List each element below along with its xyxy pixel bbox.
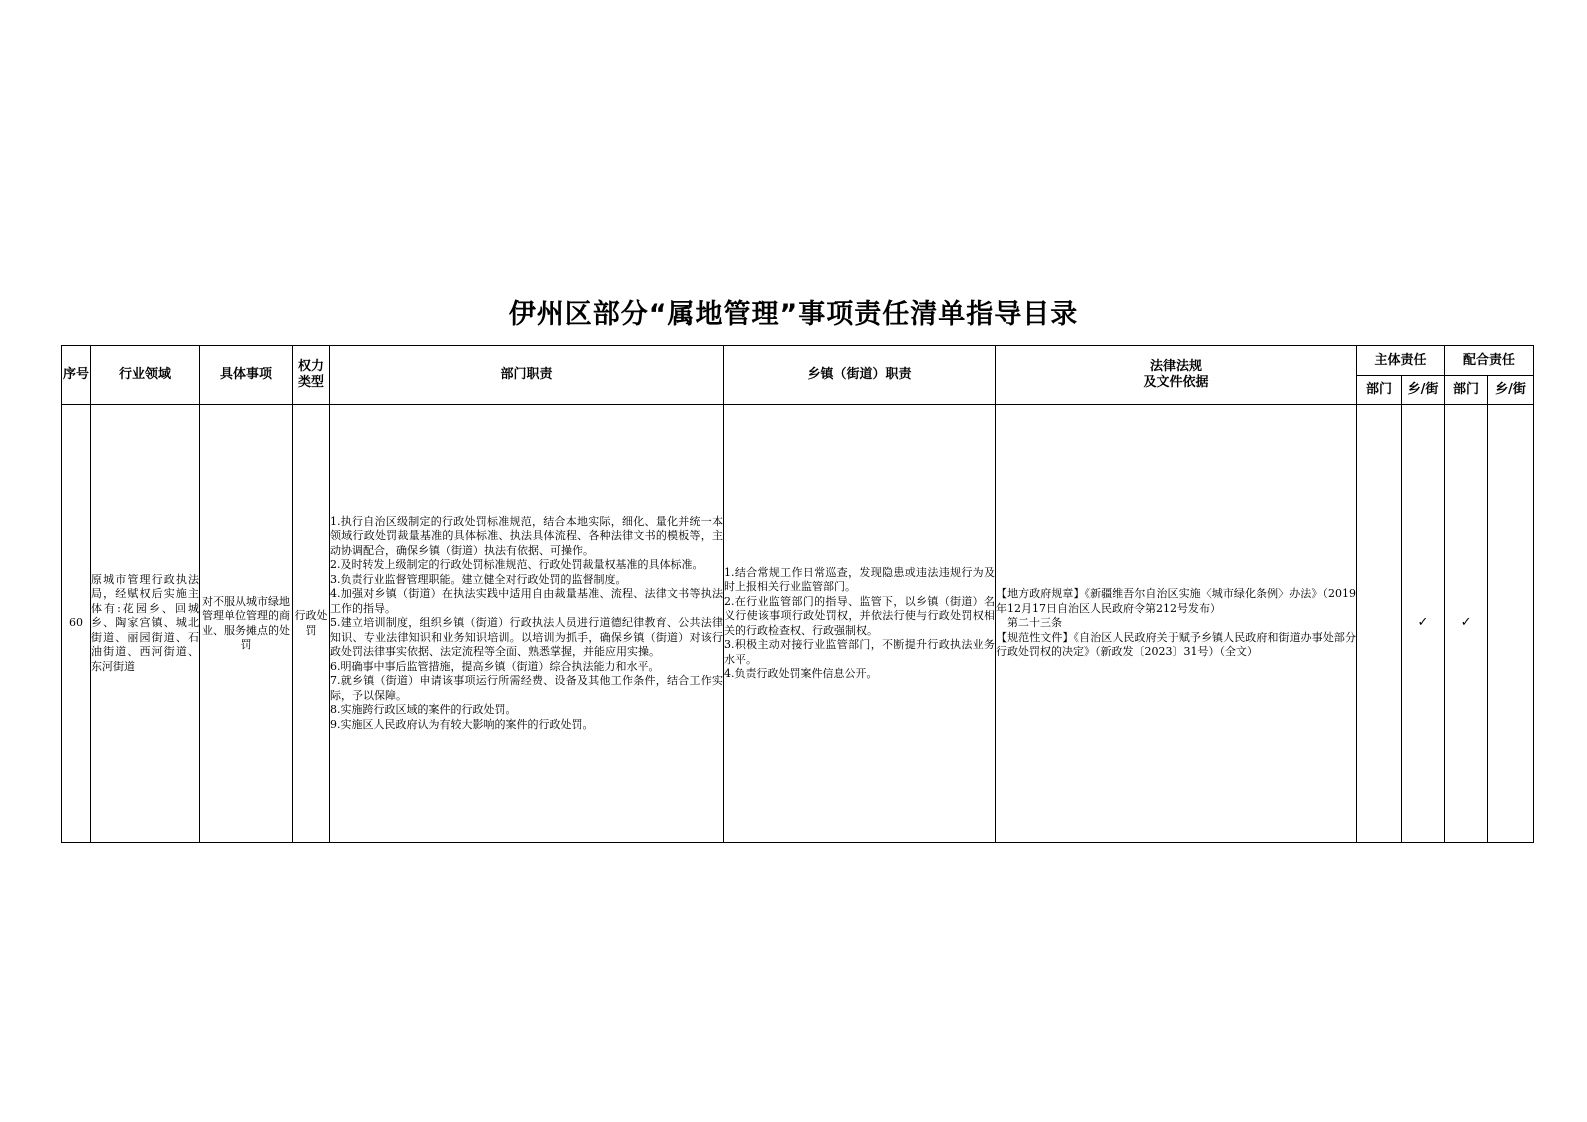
header-main-dept: 部门	[1357, 376, 1402, 405]
law-basis-item: 第二十三条	[996, 616, 1062, 630]
dept-duty-item: 1.执行自治区级制定的行政处罚标准规范，结合本地实际，细化、量化并统一本领域行政处罚裁量基准的具体标准、执法具体流程、各种法律文书的模板等，主动协调配合，确保乡镇（街道）执法有依据、可操作。	[330, 514, 723, 557]
header-coop-resp: 配合责任	[1445, 346, 1534, 376]
dept-duty-item: 5.建立培训制度，组织乡镇（街道）行政执法人员进行道德纪律教育、公共法律知识、专业法律知识和业务知识培训。以培训为抓手，确保乡镇（街道）对该行政处罚法律事实依据、法定流程等全面、熟悉掌握，并能应用实操。	[330, 616, 723, 659]
dept-duty-item: 8.实施跨行政区域的案件的行政处罚。	[330, 703, 517, 717]
cell-law-basis	[996, 405, 1357, 843]
dept-duty-item: 7.就乡镇（街道）申请该事项运行所需经费、设备及其他工作条件，结合工作实际，予以保障。	[330, 674, 723, 702]
cell-field: 原城市管理行政执法局，经赋权后实施主体有:花园乡、回城乡、陶家宫镇、城北街道、丽园街道、石油街道、西河街道、东河街道	[91, 405, 200, 843]
dept-duty-item: 2.及时转发上级制定的行政处罚标准规范、行政处罚裁量权基准的具体标准。	[330, 558, 704, 572]
header-law-basis	[996, 346, 1357, 405]
check-icon-main-town: ✓	[1402, 405, 1445, 843]
header-power-type: 权力类型	[293, 346, 330, 405]
page-title: 伊州区部分“属地管理”事项责任清单指导目录	[508, 299, 1079, 330]
check-icon-coop-dept: ✓	[1445, 405, 1488, 843]
header-main-town: 乡/街	[1402, 376, 1445, 405]
dept-duty-item: 3.负责行业监督管理职能。建立健全对行政处罚的监督制度。	[330, 572, 627, 586]
town-duty-item: 1.结合常规工作日常巡查，发现隐患或违法违规行为及时上报相关行业监管部门。	[724, 565, 995, 593]
cell-dept-duty	[330, 405, 724, 843]
cell-seq: 60	[62, 405, 91, 843]
header-law-line2: 及文件依据	[1143, 375, 1209, 390]
header-row-1	[62, 346, 1534, 376]
header-item: 具体事项	[200, 346, 293, 405]
law-basis-item: 【规范性文件】《自治区人民政府关于赋予乡镇人民政府和街道办事处部分行政处罚权的决定》（新政发〔2023〕31号）（全文）	[996, 630, 1356, 659]
header-seq: 序号	[62, 346, 91, 405]
law-basis-item: 【地方政府规章】《新疆维吾尔自治区实施〈城市绿化条例〉办法》（2019年12月17日自治区人民政府令第212号发布）	[996, 587, 1356, 615]
header-town-duty: 乡镇（街道）职责	[724, 346, 996, 405]
town-duty-item: 4.负责行政处罚案件信息公开。	[724, 667, 878, 680]
dept-duty-item: 6.明确事中事后监管措施，提高乡镇（街道）综合执法能力和水平。	[330, 659, 660, 673]
town-duty-item: 2.在行业监管部门的指导、监管下，以乡镇（街道）名义行使该事项行政处罚权，并依法行使与行政处罚权相关的行政检查权、行政强制权。	[724, 594, 995, 637]
responsibility-table	[61, 345, 1534, 843]
header-main-resp: 主体责任	[1357, 346, 1445, 376]
header-field: 行业领域	[91, 346, 200, 405]
cell-town-duty	[724, 405, 996, 843]
cell-coop-town	[1488, 405, 1534, 843]
town-duty-item: 3.积极主动对接行业监管部门，不断提升行政执法业务水平。	[724, 638, 995, 666]
cell-item: 对不服从城市绿地管理单位管理的商业、服务摊点的处罚	[200, 405, 293, 843]
cell-main-dept	[1357, 405, 1402, 843]
header-dept-duty: 部门职责	[330, 346, 724, 405]
dept-duty-item: 4.加强对乡镇（街道）在执法实践中适用自由裁量基准、流程、法律文书等执法工作的指导。	[330, 587, 723, 615]
dept-duty-item: 9.实施区人民政府认为有较大影响的案件的行政处罚。	[330, 717, 594, 731]
header-coop-town: 乡/街	[1488, 376, 1534, 405]
header-law-line1: 法律法规	[1149, 359, 1202, 374]
cell-power-type: 行政处罚	[293, 405, 330, 843]
header-coop-dept: 部门	[1445, 376, 1488, 405]
table-row	[62, 405, 1534, 843]
